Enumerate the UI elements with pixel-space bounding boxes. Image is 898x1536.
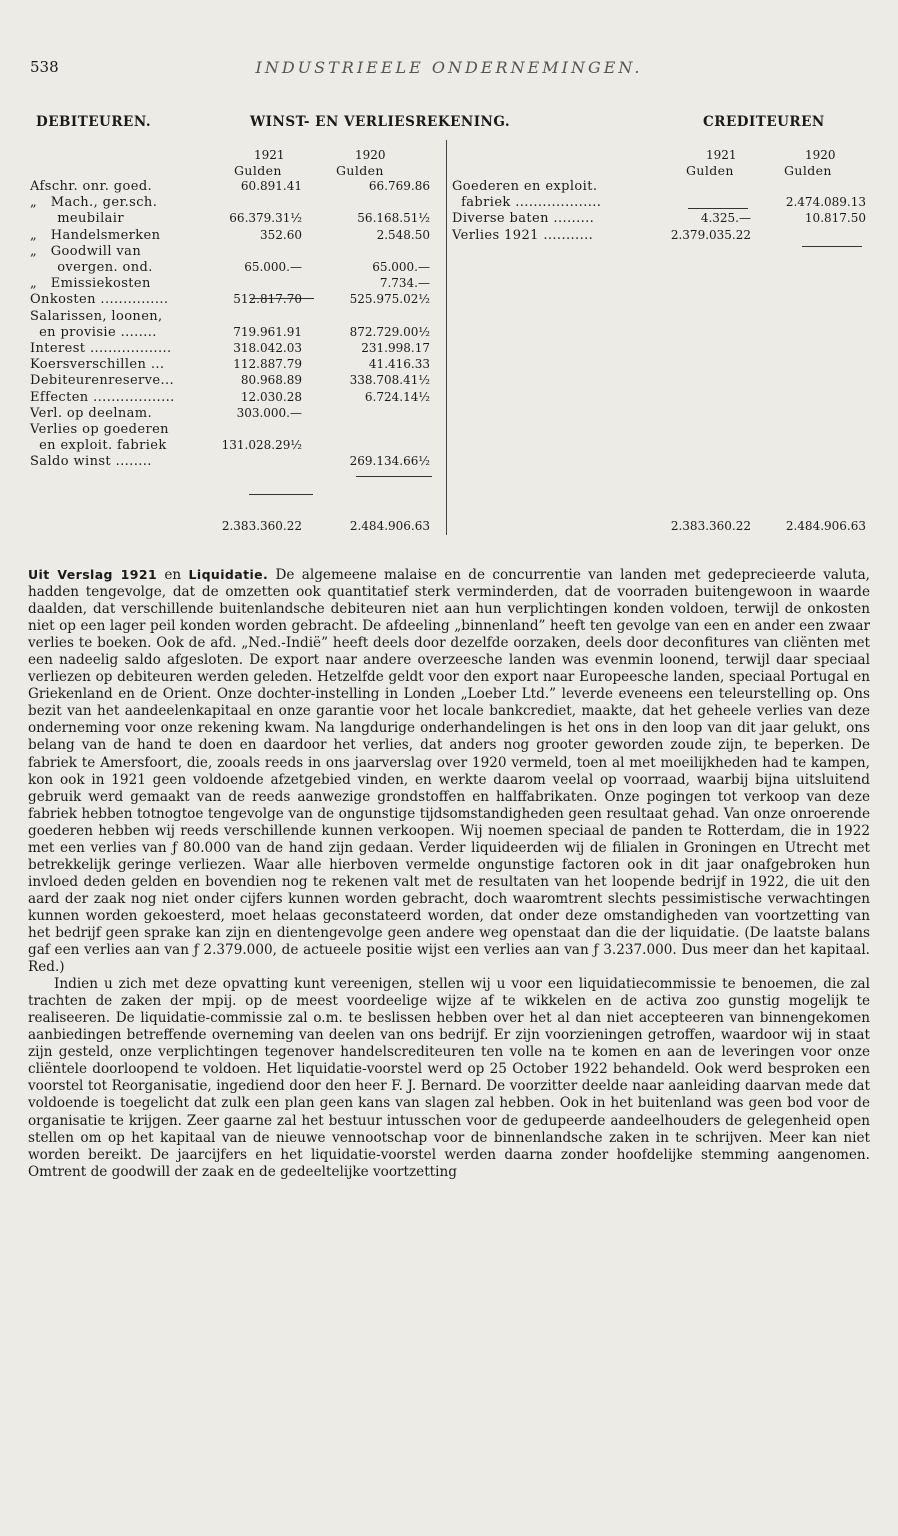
empty-dash bbox=[356, 476, 432, 477]
debit-row-label: Debiteurenreserve... bbox=[30, 373, 175, 389]
report-paragraph-1 bbox=[28, 566, 870, 976]
column-divider bbox=[446, 140, 447, 535]
debit-row-label: meubilair bbox=[30, 211, 124, 227]
report-heading-en: en bbox=[164, 567, 182, 583]
debit-row-1921: 719.961.91 bbox=[233, 324, 302, 339]
credit-total-1920: 2.484.906.63 bbox=[785, 519, 866, 533]
credit-unit-1920: Gulden bbox=[784, 163, 832, 178]
report-body-1: De algemeene malaise en de concurrentie van landen met gedeprecieerde valuta, hadden tengevolge, dat de omzetten ook quantitatief sterk verminderden, dat de voorraden buitengewoon in waarde daalden, dat verschillende buitenlandsche debiteuren niet aan hun verplichtingen konden voldoen, terwijl de onkosten niet op een lager peil konden worden gebracht. De afdeeling „binnenland” heeft ten gevolge van een en ander een zwaar verlies te boeken. Ook de afd. „Ned.-Indië” heeft deels door dezelfde oorzaken, deels door deconfitures van cliënten met een nadeelig saldo afgesloten. De export naar andere overzeesche landen was evenmin loonend, terwijl daar speciaal verliezen op debiteuren werden geleden. Hetzelfde geldt voor den export naar Europeesche landen, speciaal Portugal en Griekenland en de Orient. Onze dochter-instelling in Londen „Loeber Ltd.” leverde eveneens een teleurstelling op. Ons bezit van het aandeelenkapitaal en onze garantie voor het locale bankcrediet, maakte, dat het geheele verlies van deze onderneming voor onze rekening kwam. Na langdurige onderhandelingen is het ons in den loop van dit jaar gelukt, ons belang van de hand te doen en daardoor het verlies, dat anders nog grooter geworden zoude zijn, te beperken. De fabriek te Amersfoort, die, zooals reeds in ons jaarverslag over 1920 vermeld, toen al met moeilijkheden had te kampen, kon ook in 1921 geen voldoende afzetgebied vinden, en werkte daarom veelal op voorraad, waarbij bijna uitsluitend gebruik werd gemaakt van de reeds aanwezige grondstoffen en halffabrikaten. Onze pogingen tot verkoop van deze fabriek hebben totnogtoe tengevolge van de ongunstige tijdsomstandigheden geen resultaat gehad. Van onze onroerende goederen hebben wij reeds verschillende kunnen verkoopen. Wij noemen speciaal de panden te Rotterdam, die in 1922 met een verlies van ƒ 80.000 van de hand zijn gedaan. Verder liquideerden wij de filialen in Groningen en Utrecht met betrekkelijk geringe verliezen. Waar alle hierboven vermelde ongunstige factoren ook in dit jaar onafgebroken hun invloed deden gelden en bovendien nog te rekenen valt met de resultaten van het loopende bedrijf in 1922, die uit den aard der zaak nog niet onder cijfers kunnen worden gebracht, doch waaromtrent slechts pessimistische verwachtingen kunnen worden gekoesterd, moet helaas geconstateerd worden, dat onder deze omstandigheden van voortzetting van het bedrijf geen sprake kan zijn en dientengevolge geen andere weg openstaat dan die der liquidatie. (De laatste balans gaf een verlies aan van ƒ 2.379.000, de actueele positie wijst een verlies aan van ƒ 3.237.000. Dus meer dan het kapitaal. Red.) bbox=[28, 567, 870, 976]
debit-row-1920: 231.998.17 bbox=[361, 341, 430, 355]
credit-row-label: Diverse baten ......... bbox=[452, 211, 595, 227]
debit-row-label: Koersverschillen ... bbox=[30, 357, 165, 373]
debit-row-label: Verl. op deelnam. bbox=[30, 405, 153, 421]
credit-year-1920: 1920 bbox=[805, 148, 836, 162]
running-title: INDUSTRIEELE ONDERNEMINGEN. bbox=[255, 58, 643, 77]
debit-row-1921: 131.028.29½ bbox=[221, 438, 302, 453]
report-heading-liquidatie: Liquidatie. bbox=[188, 567, 269, 582]
pl-heading: WINST- EN VERLIESREKENING. bbox=[250, 114, 511, 130]
debit-row-1920: 56.168.51½ bbox=[357, 211, 430, 226]
debit-unit-1921: Gulden bbox=[234, 163, 282, 178]
debit-row-1920: 525.975.02½ bbox=[349, 292, 430, 307]
credit-row-1920: 10.817.50 bbox=[804, 211, 866, 226]
debit-row-1921: 352.60 bbox=[260, 227, 302, 242]
empty-dash bbox=[249, 494, 313, 495]
credit-row-1920: 2.474.089.13 bbox=[785, 195, 866, 210]
debit-row-label: en provisie ........ bbox=[30, 324, 157, 340]
debit-row-label: Onkosten ............... bbox=[30, 292, 169, 308]
debit-row-label: overgen. ond. bbox=[30, 260, 153, 275]
debit-row-label: „ Emissiekosten bbox=[30, 276, 151, 292]
page-number: 538 bbox=[30, 58, 59, 76]
debit-row-1920: 66.769.86 bbox=[368, 179, 430, 193]
credit-row-label: fabriek ................... bbox=[452, 195, 602, 211]
debit-row-1920: 41.416.33 bbox=[368, 357, 430, 372]
debit-row-1921: 318.042.03 bbox=[233, 341, 302, 355]
debit-row-1921: 12.030.28 bbox=[240, 389, 302, 404]
debit-row-1920: 338.708.41½ bbox=[349, 373, 430, 388]
credit-row-label: Verlies 1921 ........... bbox=[452, 227, 594, 243]
credit-heading: CREDITEUREN bbox=[703, 114, 825, 130]
debit-row-1921: 66.379.31½ bbox=[229, 211, 302, 226]
debit-row-1921: 512.817.70 bbox=[233, 292, 302, 307]
debit-total-1921: 2.383.360.22 bbox=[221, 519, 302, 533]
credit-row-label: Goederen en exploit. bbox=[452, 179, 598, 194]
debit-row-1921: 112.887.79 bbox=[233, 357, 302, 372]
report-paragraph-2: Indien u zich met deze opvatting kunt vereenigen, stellen wij u voor een liquidatiecommissie te benoemen, die zal trachten de zaken der mpij. op de meest voordeelige wijze af te wikkelen en de activa zoo gunstig mogelijk te realiseeren. De liquidatie-commissie zal o.m. te beslissen hebben over het al dan niet accepteeren van binnengekomen aanbiedingen betreffende overneming van deelen van ons bedrijf. Er zijn voorzieningen getroffen, waardoor wij in staat zijn gesteld, onze verplichtingen tegenover handelscrediteuren ten volle na te komen en aan de leveringen voor onze cliëntele doorloopend te voldoen. Het liquidatie-voorstel werd op 25 October 1922 behandeld. Ook werd besproken een voorstel tot Reorganisatie, ingediend door den heer F. J. Bernard. De voorzitter deelde naar aanleiding daarvan mede dat voldoende is toegelicht dat zulk een plan geen kans van slagen zal hebben. Ook in het buitenland was geen bod voor de organisatie te krijgen. Zeer gaarne zal het bestuur intusschen voor de gedupeerde aandeelhouders de gelegenheid open stellen om op het kapitaal van de nieuwe vennootschap voor de binnenlandsche zaken in te schrijven. Meer kan niet worden bereikt. De jaarcijfers en het liquidatie-voorstel werden daarna zonder hoofdelijke stemming aangenomen. Omtrent de goodwill der zaak en de gedeeltelijke voortzetting bbox=[28, 976, 870, 1180]
empty-dash bbox=[688, 208, 748, 209]
debit-row-label: Salarissen, loonen, bbox=[30, 308, 163, 324]
debit-year-1920: 1920 bbox=[355, 148, 386, 162]
debit-row-label: Effecten .................. bbox=[30, 389, 175, 405]
debit-total-1920: 2.484.906.63 bbox=[349, 519, 430, 533]
debit-row-label: „ Handelsmerken bbox=[30, 227, 161, 243]
debit-row-label: Verlies op goederen bbox=[30, 422, 169, 437]
debit-row-label: Afschr. onr. goed. bbox=[30, 179, 153, 194]
debit-row-1921: 80.968.89 bbox=[240, 373, 302, 388]
report-heading: Uit Verslag 1921 bbox=[28, 567, 158, 582]
debit-row-1920: 872.729.00½ bbox=[349, 324, 430, 339]
debit-unit-1920: Gulden bbox=[336, 163, 384, 178]
debit-row-label: en exploit. fabriek bbox=[30, 438, 167, 454]
debit-row-1920: 65.000.— bbox=[372, 260, 430, 274]
debit-row-1920: 2.548.50 bbox=[376, 227, 430, 242]
empty-dash bbox=[802, 246, 862, 247]
debit-row-label: Interest .................. bbox=[30, 341, 172, 356]
debit-row-1920: 6.724.14½ bbox=[364, 389, 430, 404]
debit-year-1921: 1921 bbox=[254, 148, 285, 162]
credit-row-1921: 2.379.035.22 bbox=[670, 227, 751, 242]
debit-row-label: Saldo winst ........ bbox=[30, 454, 152, 470]
credit-year-1921: 1921 bbox=[706, 148, 737, 162]
credit-row-1921: 4.325.— bbox=[700, 211, 751, 226]
debit-row-1920: 269.134.66½ bbox=[349, 454, 430, 469]
debit-row-1921: 65.000.— bbox=[244, 260, 302, 274]
report-text bbox=[28, 566, 870, 1181]
credit-total-1921: 2.383.360.22 bbox=[670, 519, 751, 533]
debit-heading: DEBITEUREN. bbox=[36, 114, 152, 130]
debit-row-1920: 7.734.— bbox=[379, 276, 430, 291]
credit-unit-1921: Gulden bbox=[686, 163, 734, 178]
debit-row-1921: 303.000.— bbox=[236, 405, 302, 420]
debit-row-label: „ Mach., ger.sch. bbox=[30, 195, 158, 211]
debit-row-label: „ Goodwill van bbox=[30, 243, 142, 259]
debit-row-1921: 60.891.41 bbox=[240, 179, 302, 193]
